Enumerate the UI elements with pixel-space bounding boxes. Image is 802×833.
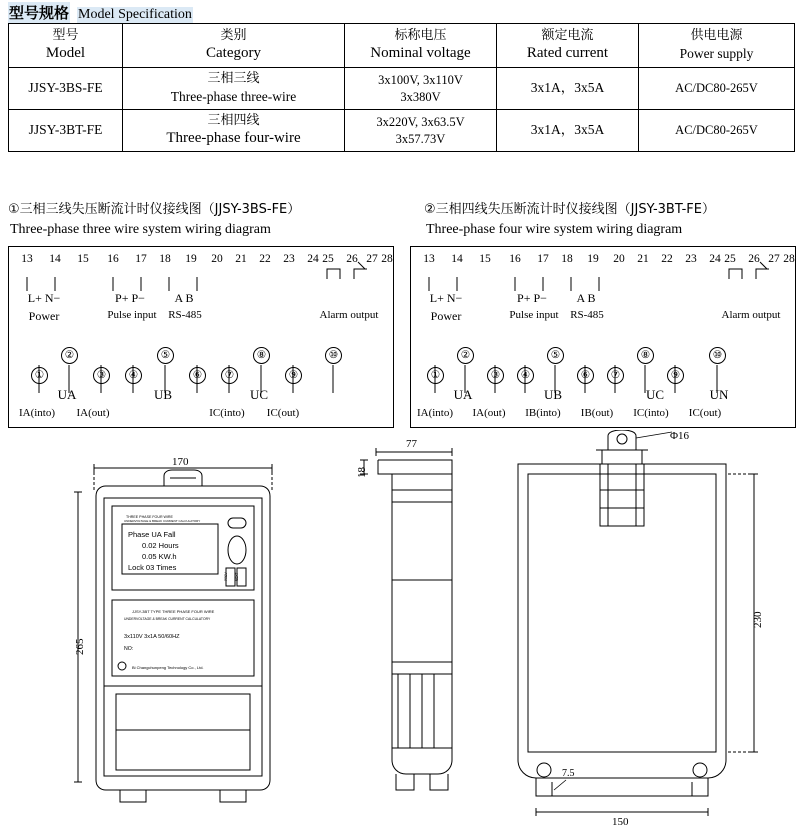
connection-circle: ⑥ [189,367,206,384]
svg-text:PREV: PREV [224,572,228,581]
cell-power [639,110,795,152]
terminal-number: 17 [135,253,147,265]
cell-current [497,68,639,110]
terminal-number: 17 [537,253,549,265]
header-power-cn: 供电电源 [690,28,743,44]
table-row [9,68,795,110]
page-title-en: Model Specification [78,7,192,22]
terminal-number: 25 [724,253,736,265]
category-cn: 三相四线 [207,112,260,128]
cell-voltage [345,68,497,110]
terminal-number: 28 [381,253,393,265]
connection-circle: ⑤ [547,347,564,364]
connection-circle: ③ [93,367,110,384]
pulse-group-name: Pulse input [107,309,157,321]
header-voltage-cn: 标称电压 [394,27,447,43]
ct-label: IC(into) [633,407,669,419]
cell-voltage [345,110,497,152]
ct-label: IC(into) [209,407,245,419]
header-power-en: Power supply [679,45,754,61]
terminal-number: 26 [748,253,760,265]
svg-text:0.02 Hours: 0.02 Hours [142,541,179,550]
connection-circle: ⑨ [667,367,684,384]
phase-label: UN [709,387,729,402]
cell-power [639,68,795,110]
terminal-number: 20 [613,253,625,265]
svg-text:Lock 03 Times: Lock 03 Times [128,563,177,572]
terminal-number: 15 [479,253,491,265]
voltage-line-1: 3x220V, 3x63.5V [376,114,465,129]
cell-current [497,110,639,152]
front-height-dimension: 265 [74,638,86,655]
side-view-drawing [352,430,492,830]
front-view-drawing [60,450,340,830]
terminal-number: 18 [159,253,171,265]
cell-category [123,110,345,152]
header-cell-voltage [345,24,497,68]
power-terminal-label: L+ N− [27,291,61,305]
terminal-number: 14 [451,253,463,265]
terminal-number: 21 [637,253,649,265]
connection-circle: ④ [125,367,142,384]
phase-label: UB [153,387,173,402]
connection-circle: ⑦ [607,367,624,384]
svg-text:NEXT: NEXT [235,572,239,581]
header-current-en: Rated current [526,44,609,61]
connection-circle: ⑩ [709,347,726,364]
terminal-number: 24 [307,253,319,265]
terminal-number: 24 [709,253,721,265]
terminal-number: 23 [685,253,697,265]
diagram2-caption-en: Three-phase four wire system wiring diagram [426,222,683,237]
pulse-terminal-label: P+ P− [517,291,547,305]
connection-circle: ② [61,347,78,364]
diagram1-caption-cn: ①三相三线失压断流计时仪接线图（JJSY-3BS-FE） [8,202,301,217]
back-view-drawing [496,430,796,830]
rs485-terminal-label: A B [576,291,596,305]
cell-category [123,68,345,110]
terminal-number: 13 [423,253,435,265]
header-model-cn: 型号 [52,27,79,43]
phase-label: UA [453,387,473,402]
terminal-number: 22 [661,253,673,265]
hole-diameter-dimension: Φ16 [670,430,690,442]
page-title-cn: 型号规格 [9,4,70,22]
voltage-line-1: 3x100V, 3x110V [378,72,463,87]
connection-circle: ③ [487,367,504,384]
diagram2-caption-cn: ②三相四线失压断流计时仪接线图（JJSY-3BT-FE） [424,202,715,217]
connection-circle: ① [427,367,444,384]
rs485-terminal-label: A B [174,291,194,305]
phase-label: UA [57,387,77,402]
header-cell-model [9,24,123,68]
wiring-diagram-three-wire [8,246,394,428]
current-value: 3x1A，3x5A [530,122,605,138]
alarm-output-label: Alarm output [721,309,781,321]
header-voltage-en: Nominal voltage [370,44,471,61]
ct-label: IA(out) [472,407,506,419]
phase-label: UC [645,387,665,402]
terminal-number: 27 [366,253,378,265]
connection-circle: ⑥ [577,367,594,384]
terminal-number: 27 [768,253,780,265]
terminal-number: 23 [283,253,295,265]
connection-circle: ⑩ [325,347,342,364]
diagram1-caption-en: Three-phase three wire system wiring diagram [10,222,271,237]
connection-circle: ⑨ [285,367,302,384]
back-height-dimension: 230 [752,611,764,628]
header-cell-category [123,24,345,68]
ct-label: IB(out) [580,407,614,419]
svg-text:THREE PHASE FOUR WIRE: THREE PHASE FOUR WIRE [126,515,173,519]
model-specification-table [8,23,795,152]
front-width-dimension: 170 [172,456,189,468]
svg-text:UNDERVOLTAGE & BREAK CURRENT C: UNDERVOLTAGE & BREAK CURRENT CALCULATORY [124,519,201,523]
terminal-number: 26 [346,253,358,265]
page-title [8,2,193,23]
terminal-number: 20 [211,253,223,265]
terminal-number: 16 [107,253,119,265]
terminal-number: 21 [235,253,247,265]
terminal-number: 13 [21,253,33,265]
power-group-name: Power [430,309,462,323]
connection-circle: ① [31,367,48,384]
cell-model [9,110,123,152]
connection-circle: ⑧ [637,347,654,364]
power-terminal-label: L+ N− [429,291,463,305]
header-cell-power [639,24,795,68]
header-category-en: Category [206,44,261,61]
terminal-number: 16 [509,253,521,265]
header-model-en: Model [45,44,86,61]
ct-label: IC(out) [688,407,722,419]
connection-circle: ⑧ [253,347,270,364]
connection-circle: ② [457,347,474,364]
alarm-output-label: Alarm output [319,309,379,321]
terminal-number: 14 [49,253,61,265]
power-value: AC/DC80-265V [675,81,758,96]
svg-text:0.05 KW.h: 0.05 KW.h [142,552,177,561]
table-header-row [9,24,795,68]
category-en: Three-phase four-wire [166,129,301,146]
current-value: 3x1A，3x5A [530,80,605,96]
voltage-line-2: 3x380V [400,89,441,104]
terminal-number: 25 [322,253,334,265]
terminal-number: 15 [77,253,89,265]
phase-label: UB [543,387,563,402]
rs485-group-name: RS-485 [168,309,202,321]
model-value: JJSY-3BT-FE [28,122,103,138]
header-category-cn: 类别 [220,27,247,43]
ct-label: IA(out) [76,407,110,419]
header-cell-current [497,24,639,68]
power-group-name: Power [28,309,60,323]
model-value: JJSY-3BS-FE [28,80,103,96]
svg-text:3x110V 3x1A 50/60HZ: 3x110V 3x1A 50/60HZ [124,634,180,640]
terminal-number: 22 [259,253,271,265]
svg-text:JJSY-3BT TYPE THREE PHASE FOUR: JJSY-3BT TYPE THREE PHASE FOUR WIRE [132,609,215,614]
phase-label: UC [249,387,269,402]
svg-text:Bi Changchunpeng Technology Co: Bi Changchunpeng Technology Co., Ltd. [132,665,204,670]
connection-circle: ⑤ [157,347,174,364]
power-value: AC/DC80-265V [675,123,758,138]
svg-text:NO:: NO: [124,646,134,652]
svg-text:Phase UA Fall: Phase UA Fall [128,530,176,539]
ct-label: IC(out) [266,407,300,419]
voltage-line-2: 3x57.73V [395,131,446,146]
back-small-dimension: 7.5 [562,768,575,779]
terminal-number: 19 [587,253,599,265]
pulse-terminal-label: P+ P− [115,291,145,305]
svg-text:UNDERVOLTAGE & BREAK CURRENT C: UNDERVOLTAGE & BREAK CURRENT CALCULATORY [124,617,211,621]
connection-circle: ④ [517,367,534,384]
rs485-group-name: RS-485 [570,309,604,321]
header-current-cn: 额定电流 [541,27,594,43]
category-cn: 三相三线 [207,71,260,87]
ct-label: IA(into) [18,407,56,419]
cell-model [9,68,123,110]
terminal-number: 28 [783,253,795,265]
ct-label: IB(into) [525,407,561,419]
side-width-dimension: 77 [406,438,417,450]
ct-label: IA(into) [416,407,454,419]
table-row [9,110,795,152]
pulse-group-name: Pulse input [509,309,559,321]
connection-circle: ⑦ [221,367,238,384]
terminal-number: 19 [185,253,197,265]
back-width-dimension: 150 [612,816,629,828]
category-en: Three-phase three-wire [170,88,297,104]
terminal-number: 18 [561,253,573,265]
wiring-diagram-four-wire [410,246,796,428]
side-top-dimension: 18 [356,467,368,478]
